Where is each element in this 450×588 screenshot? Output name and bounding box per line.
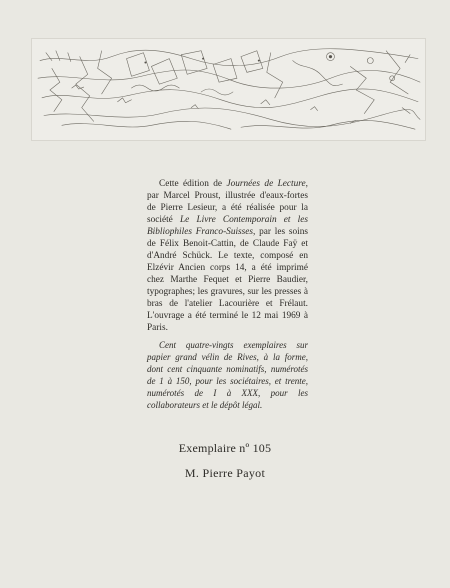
limitation-statement: [147, 339, 308, 411]
colophon-part3: , par les soins de Félix Benoit-Cattin, de Claude Faÿ et d'André Schück. Le texte, composé en Elzévir Ancien corps 14, a été imprimé chez Marthe Fequet et Pierre Baudier, typographes; les gravures, sur les presses à bras de l'atelier Lacourière et Frélaut. L'ouvrage a été terminé le 12 mai 1969 à Paris.: [147, 227, 308, 333]
colophon-paragraph: [147, 178, 308, 334]
colophon-part1: Cette édition de: [159, 179, 227, 189]
limitation-text: Cent quatre-vingts exemplaires sur papier grand vélin de Rives, à la forme, dont cent cinquante nominatifs, numérotés de 1 à 150, pour les sociétaires, et trente, numérotés de I à XXX, pour les collaborateurs et le dépôt légal.: [147, 340, 308, 410]
copy-number: Exemplaire nº 105: [178, 441, 272, 455]
copy-owner: M. Pierre Payot: [184, 466, 266, 480]
book-title: Journées de Lecture: [226, 179, 306, 189]
colophon-text: [147, 178, 308, 334]
society-name: Le Livre Contemporain et les Bibliophiles Franco-Suisses: [147, 215, 308, 237]
abstract-etching-icon: [32, 39, 425, 140]
etching-illustration: [31, 38, 426, 141]
colophon-part2: , par Marcel Proust, illustrée d'eaux-fortes de Pierre Lesieur, a été réalisée pour la société: [147, 179, 308, 225]
